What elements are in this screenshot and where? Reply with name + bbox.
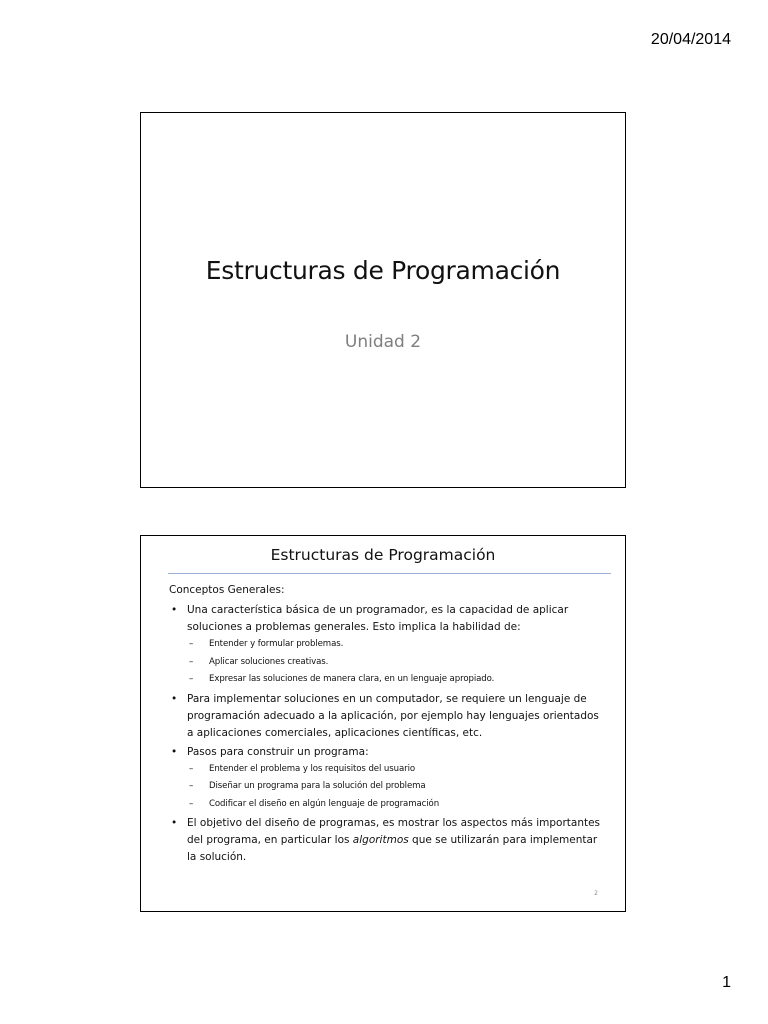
sub-bullet-item xyxy=(169,796,607,814)
bullet-item xyxy=(169,815,607,866)
sub-bullet-item xyxy=(169,654,607,672)
slide-2-body xyxy=(169,583,607,866)
slide-1-title: Estructuras de Programación xyxy=(205,256,561,285)
bullet-text xyxy=(187,817,600,863)
sub-bullet-text: Entender y formular problemas. xyxy=(209,639,344,649)
bullet-item xyxy=(169,744,607,761)
bullet-text-start: El objetivo del diseño de programas, es mostrar los aspectos más importantes del programa, en particular los xyxy=(187,817,601,846)
sub-bullet-item xyxy=(169,636,607,654)
sub-bullet-item xyxy=(169,761,607,779)
slide-2 xyxy=(140,535,626,912)
sub-bullet-text: Expresar las soluciones de manera clara, en un lenguaje apropiado. xyxy=(209,674,495,684)
bullet-item xyxy=(169,691,607,742)
bullet-text-end: que se utilizarán para implementar la solución. xyxy=(187,834,598,863)
sub-bullet-text: Codificar el diseño en algún lenguaje de programación xyxy=(209,798,440,809)
bullet-icon: • xyxy=(171,745,178,758)
page-number: 1 xyxy=(722,974,731,991)
page-date: 20/04/2014 xyxy=(650,31,731,48)
bullet-icon: • xyxy=(171,692,178,705)
slide-1 xyxy=(140,112,626,488)
bullet-text: Una característica básica de un programador, es la capacidad de aplicar soluciones a problemas generales. Esto implica la habilidad de: xyxy=(187,604,569,633)
bullet-text: Para implementar soluciones en un computador, se requiere un lenguaje de programación adecuado a la aplicación, por ejemplo hay lenguajes orientados a aplicaciones comerciales, aplicaciones científicas, etc. xyxy=(187,692,599,739)
slide-1-subtitle: Unidad 2 xyxy=(344,332,422,352)
sub-bullet-text: Entender el problema y los requisitos del usuario xyxy=(209,763,416,774)
dash-icon: – xyxy=(189,763,194,774)
emphasized-word: algoritmos xyxy=(352,834,409,846)
dash-icon: – xyxy=(189,798,194,809)
sub-bullet-text: Aplicar soluciones creativas. xyxy=(209,656,329,667)
dash-icon: – xyxy=(189,781,194,791)
slide-2-title: Estructuras de Programación xyxy=(270,546,496,564)
dash-icon: – xyxy=(189,674,194,684)
title-divider xyxy=(168,573,611,574)
dash-icon: – xyxy=(189,656,194,667)
sub-bullet-item xyxy=(169,778,607,796)
bullet-icon: • xyxy=(171,604,178,616)
section-heading: Conceptos Generales: xyxy=(169,584,285,596)
bullet-icon: • xyxy=(171,817,178,829)
bullet-text: Pasos para construir un programa: xyxy=(187,745,369,758)
dash-icon: – xyxy=(189,639,194,649)
slide-number: 2 xyxy=(594,890,598,897)
bullet-item xyxy=(169,602,607,636)
sub-bullet-text: Diseñar un programa para la solución del problema xyxy=(209,781,426,791)
sub-bullet-item xyxy=(169,671,607,689)
